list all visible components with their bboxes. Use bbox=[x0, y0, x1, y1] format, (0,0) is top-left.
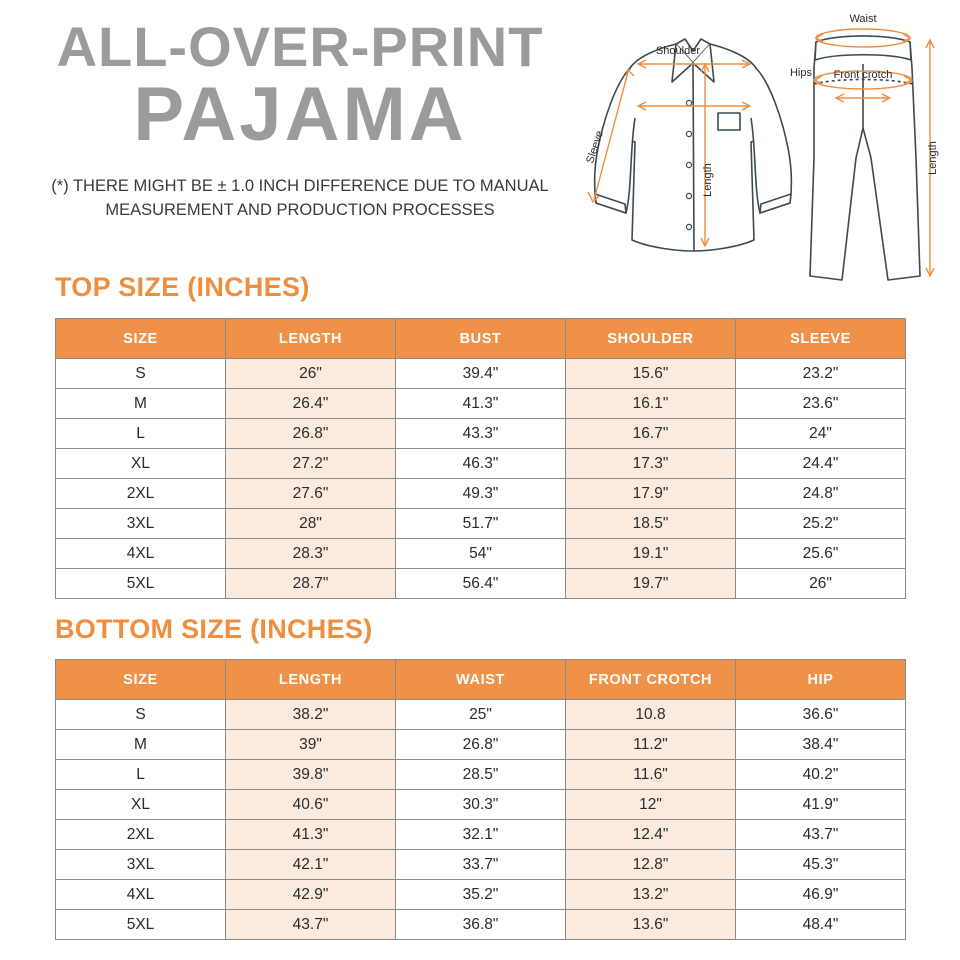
cell-length: 28" bbox=[226, 509, 396, 539]
column-header: SLEEVE bbox=[736, 319, 906, 359]
cell-waist: 25" bbox=[396, 700, 566, 730]
cell-bust: 39.4" bbox=[396, 359, 566, 389]
cell-size: 2XL bbox=[56, 820, 226, 850]
shirt-figure bbox=[595, 39, 792, 251]
table-row bbox=[56, 820, 906, 850]
cell-bust: 43.3" bbox=[396, 419, 566, 449]
table-row bbox=[56, 419, 906, 449]
table-row bbox=[56, 910, 906, 940]
bottom-size-heading: BOTTOM SIZE (INCHES) bbox=[55, 614, 373, 644]
sleeve-label: Sleeve bbox=[584, 129, 607, 165]
cell-hip: 43.7" bbox=[736, 820, 906, 850]
measurement-disclaimer: (*) THERE MIGHT BE ± 1.0 INCH DIFFERENCE DUE TO MANUAL MEASUREMENT AND PRODUCTION PROCESSES bbox=[51, 177, 549, 220]
cell-length: 40.6" bbox=[226, 790, 396, 820]
table-row bbox=[56, 509, 906, 539]
cell-front-crotch: 12" bbox=[566, 790, 736, 820]
cell-shoulder: 16.7" bbox=[566, 419, 736, 449]
cell-shoulder: 19.1" bbox=[566, 539, 736, 569]
cell-length: 27.6" bbox=[226, 479, 396, 509]
cell-hip: 36.6" bbox=[736, 700, 906, 730]
cell-waist: 32.1" bbox=[396, 820, 566, 850]
cell-shoulder: 18.5" bbox=[566, 509, 736, 539]
cell-size: M bbox=[56, 730, 226, 760]
cell-size: 3XL bbox=[56, 509, 226, 539]
cell-front-crotch: 10.8 bbox=[566, 700, 736, 730]
column-header: BUST bbox=[396, 319, 566, 359]
cell-front-crotch: 13.2" bbox=[566, 880, 736, 910]
cell-sleeve: 25.2" bbox=[736, 509, 906, 539]
table-row bbox=[56, 449, 906, 479]
column-header: SIZE bbox=[56, 319, 226, 359]
page-title-line2: PAJAMA bbox=[133, 72, 467, 158]
cell-size: 4XL bbox=[56, 539, 226, 569]
table-header-row bbox=[56, 319, 906, 359]
column-header: WAIST bbox=[396, 660, 566, 700]
cell-size: XL bbox=[56, 449, 226, 479]
cell-size: 5XL bbox=[56, 569, 226, 599]
cell-waist: 35.2" bbox=[396, 880, 566, 910]
cell-size: S bbox=[56, 700, 226, 730]
cell-length: 41.3" bbox=[226, 820, 396, 850]
cell-hip: 40.2" bbox=[736, 760, 906, 790]
top-size-table bbox=[55, 318, 906, 599]
cell-bust: 49.3" bbox=[396, 479, 566, 509]
table-row bbox=[56, 539, 906, 569]
cell-length: 39.8" bbox=[226, 760, 396, 790]
cell-length: 28.7" bbox=[226, 569, 396, 599]
cell-hip: 41.9" bbox=[736, 790, 906, 820]
cell-length: 42.1" bbox=[226, 850, 396, 880]
cell-sleeve: 24" bbox=[736, 419, 906, 449]
cell-hip: 46.9" bbox=[736, 880, 906, 910]
cell-shoulder: 19.7" bbox=[566, 569, 736, 599]
column-header: LENGTH bbox=[226, 319, 396, 359]
table-row bbox=[56, 850, 906, 880]
cell-length: 26.4" bbox=[226, 389, 396, 419]
column-header: SIZE bbox=[56, 660, 226, 700]
cell-shoulder: 17.3" bbox=[566, 449, 736, 479]
cell-waist: 28.5" bbox=[396, 760, 566, 790]
cell-size: 3XL bbox=[56, 850, 226, 880]
column-header: FRONT CROTCH bbox=[566, 660, 736, 700]
cell-shoulder: 17.9" bbox=[566, 479, 736, 509]
table-row bbox=[56, 389, 906, 419]
cell-size: 4XL bbox=[56, 880, 226, 910]
cell-length: 26" bbox=[226, 359, 396, 389]
cell-shoulder: 15.6" bbox=[566, 359, 736, 389]
column-header: LENGTH bbox=[226, 660, 396, 700]
cell-waist: 36.8" bbox=[396, 910, 566, 940]
cell-hip: 38.4" bbox=[736, 730, 906, 760]
table-row bbox=[56, 760, 906, 790]
cell-sleeve: 23.2" bbox=[736, 359, 906, 389]
cell-front-crotch: 11.6" bbox=[566, 760, 736, 790]
cell-shoulder: 16.1" bbox=[566, 389, 736, 419]
cell-front-crotch: 13.6" bbox=[566, 910, 736, 940]
cell-waist: 30.3" bbox=[396, 790, 566, 820]
cell-waist: 33.7" bbox=[396, 850, 566, 880]
hips-label: Hips bbox=[789, 67, 812, 79]
cell-front-crotch: 12.4" bbox=[566, 820, 736, 850]
cell-length: 39" bbox=[226, 730, 396, 760]
header bbox=[0, 15, 600, 223]
cell-front-crotch: 11.2" bbox=[566, 730, 736, 760]
cell-sleeve: 24.8" bbox=[736, 479, 906, 509]
cell-size: L bbox=[56, 419, 226, 449]
front-crotch-label: Front crotch bbox=[833, 69, 893, 81]
cell-size: S bbox=[56, 359, 226, 389]
table-row bbox=[56, 359, 906, 389]
top-size-heading: TOP SIZE (INCHES) bbox=[55, 272, 310, 302]
table-row bbox=[56, 479, 906, 509]
pajama-illustration bbox=[568, 8, 950, 308]
cell-hip: 48.4" bbox=[736, 910, 906, 940]
cell-size: 2XL bbox=[56, 479, 226, 509]
waist-label: Waist bbox=[849, 13, 877, 25]
cell-length: 38.2" bbox=[226, 700, 396, 730]
cell-bust: 54" bbox=[396, 539, 566, 569]
cell-sleeve: 24.4" bbox=[736, 449, 906, 479]
table-row bbox=[56, 569, 906, 599]
cell-length: 42.9" bbox=[226, 880, 396, 910]
cell-bust: 41.3" bbox=[396, 389, 566, 419]
cell-bust: 46.3" bbox=[396, 449, 566, 479]
top-length-label: Length bbox=[702, 163, 714, 197]
cell-length: 28.3" bbox=[226, 539, 396, 569]
cell-sleeve: 26" bbox=[736, 569, 906, 599]
cell-waist: 26.8" bbox=[396, 730, 566, 760]
cell-length: 27.2" bbox=[226, 449, 396, 479]
cell-front-crotch: 12.8" bbox=[566, 850, 736, 880]
cell-size: M bbox=[56, 389, 226, 419]
table-row bbox=[56, 790, 906, 820]
column-header: SHOULDER bbox=[566, 319, 736, 359]
column-header: HIP bbox=[736, 660, 906, 700]
cell-sleeve: 23.6" bbox=[736, 389, 906, 419]
bottom-length-label: Length bbox=[927, 141, 939, 175]
cell-bust: 51.7" bbox=[396, 509, 566, 539]
cell-length: 43.7" bbox=[226, 910, 396, 940]
page-title-line1: ALL-OVER-PRINT bbox=[56, 15, 544, 78]
cell-size: XL bbox=[56, 790, 226, 820]
table-row bbox=[56, 730, 906, 760]
cell-size: 5XL bbox=[56, 910, 226, 940]
cell-sleeve: 25.6" bbox=[736, 539, 906, 569]
bottom-size-table bbox=[55, 659, 906, 940]
cell-hip: 45.3" bbox=[736, 850, 906, 880]
cell-length: 26.8" bbox=[226, 419, 396, 449]
table-row bbox=[56, 880, 906, 910]
table-header-row bbox=[56, 660, 906, 700]
table-row bbox=[56, 700, 906, 730]
shoulder-label: Shoulder bbox=[655, 45, 701, 57]
cell-size: L bbox=[56, 760, 226, 790]
cell-bust: 56.4" bbox=[396, 569, 566, 599]
